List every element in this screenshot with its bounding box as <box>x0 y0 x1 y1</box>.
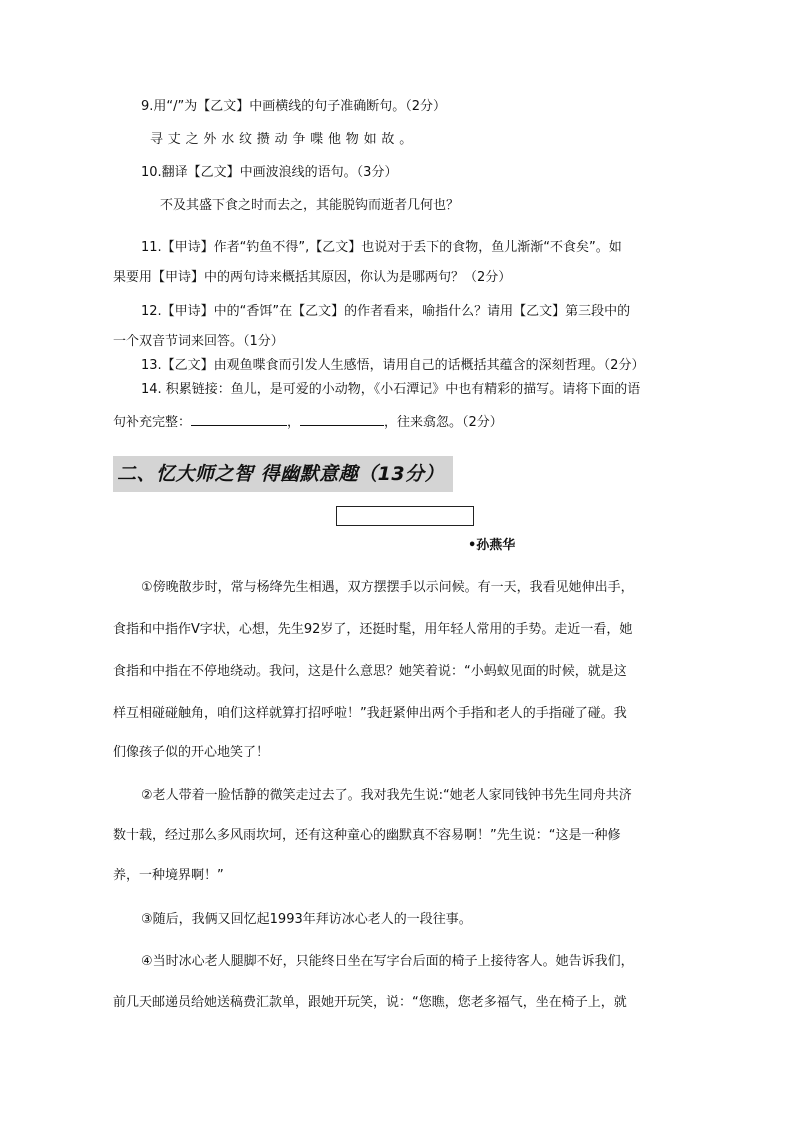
question-14-line-1: 14. 积累链接：鱼儿，是可爱的小动物，《小石潭记》中也有精彩的描写。请将下面的语 <box>141 382 641 397</box>
question-11-line-2: 果要用【甲诗】中的两句诗来概括其原因，你认为是哪两句？（2分） <box>113 270 512 285</box>
question-14-suffix: ，往来翕忽。（2分） <box>384 415 503 430</box>
paragraph-1-line: ①傍晚散步时，常与杨绛先生相遇，双方摆摆手以示问候。有一天，我看见她伸出手， <box>141 580 634 595</box>
paragraph-2-line: 养，一种境界啊！” <box>113 868 224 883</box>
question-11-line-1: 11.【甲诗】作者“钓鱼不得”,【乙文】也说对于丢下的食物，鱼儿渐渐“不食矣”。如 <box>141 240 622 255</box>
question-12-line-1: 12.【甲诗】中的“香饵”在【乙文】的作者看来，喻指什么？请用【乙文】第三段中的 <box>141 304 631 319</box>
paragraph-4-line: 前几天邮递员给她送稿费汇款单，跟她开玩笑，说：“您瞧，您老多福气，坐在椅子上，就 <box>113 995 627 1010</box>
article-title-box <box>336 506 474 526</box>
paragraph-1-line: 们像孩子似的开心地笑了！ <box>113 745 270 760</box>
question-10: 10.翻译【乙文】中画波浪线的语句。（3分） <box>141 165 398 180</box>
question-9-sentence: 寻丈之外水纹攒动争喋他物如故。 <box>150 132 418 147</box>
paragraph-1-line: 食指和中指在不停地绕动。我问，这是什么意思？她笑着说：“小蚂蚁见面的时候，就是这 <box>113 664 627 679</box>
paragraph-1-line: 食指和中指作Ⅴ字状，心想，先生92岁了，还挺时髦，用年轻人常用的手势。走近一看，她 <box>113 622 633 637</box>
paragraph-2-line: 数十载，经过那么多风雨坎坷，还有这种童心的幽默真不容易啊！”先生说：“这是一种修 <box>113 828 621 843</box>
question-13: 13.【乙文】由观鱼喋食而引发人生感悟，请用自己的话概括其蕴含的深刻哲理。（2分） <box>141 358 645 373</box>
question-10-sentence: 不及其盛下食之时而去之，其能脱钩而逝者几何也？ <box>160 198 460 213</box>
paragraph-3-line: ③随后，我俩又回忆起1993年拜访冰心老人的一段往事。 <box>141 912 472 927</box>
question-9: 9.用“/”为【乙文】中画横线的句子准确断句。（2分） <box>141 99 447 114</box>
answer-blank-2[interactable] <box>300 413 384 426</box>
question-14-prefix: 句补充完整： <box>113 415 192 430</box>
section-heading: 二、忆大师之智 得幽默意趣（13分） <box>113 456 453 492</box>
question-14-line-2 <box>113 413 503 433</box>
article-author: •孙燕华 <box>468 538 516 553</box>
paragraph-1-line: 样互相碰碰触角，咱们这样就算打招呼啦！”我赶紧伸出两个手指和老人的手指碰了碰。我 <box>113 706 627 721</box>
answer-blank-1[interactable] <box>191 413 287 426</box>
question-12-line-2: 一个双音节词来回答。（1分） <box>113 334 284 349</box>
paragraph-4-line: ④当时冰心老人腿脚不好，只能终日坐在写字台后面的椅子上接待客人。她告诉我们， <box>141 954 634 969</box>
question-14-separator: ， <box>287 415 301 430</box>
paragraph-2-line: ②老人带着一脸恬静的微笑走过去了。我对我先生说:“她老人家同钱钟书先生同舟共济 <box>141 788 632 803</box>
